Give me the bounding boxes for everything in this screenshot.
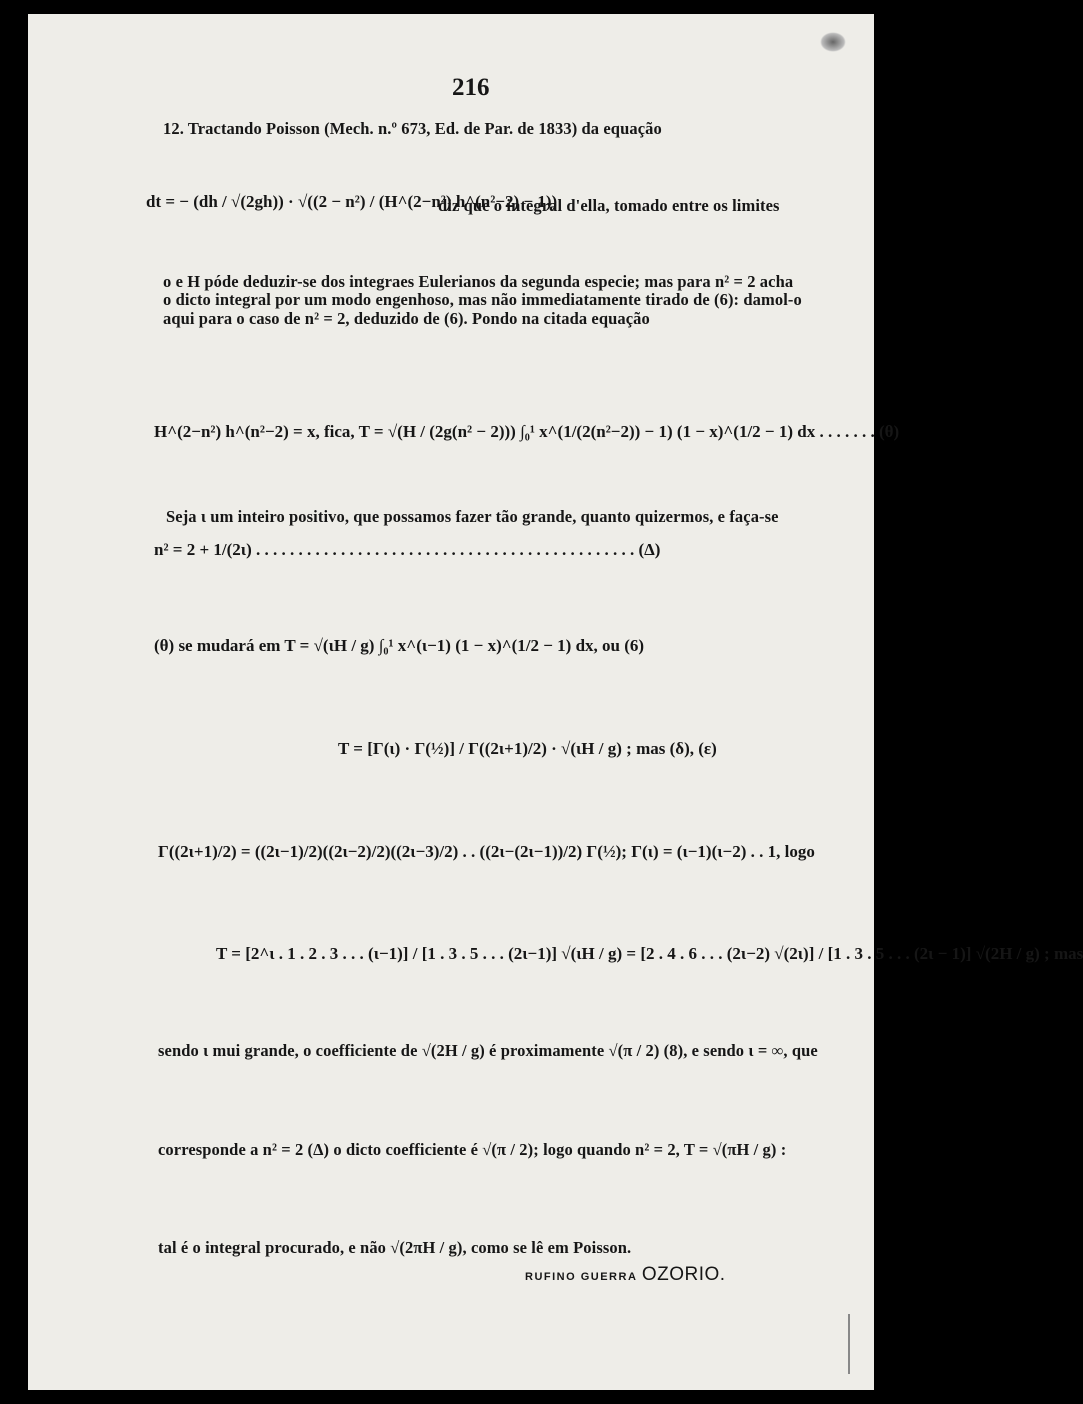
- equation-delta: n² = 2 + 1/(2ι) . . . . . . . . . . . . . . . . . . . . . . . . . . . . . . . . . . . . . . . . . . . . . (Δ): [154, 540, 661, 559]
- author-signature: [525, 1264, 726, 1286]
- text-line: diz que o integral d'ella, tomado entre os limites: [438, 196, 780, 215]
- margin-line: [848, 1314, 850, 1374]
- document-page: [28, 14, 1083, 1390]
- corner-blemish: [820, 32, 846, 52]
- section-number: 12.: [163, 119, 184, 138]
- page-number: 216: [452, 74, 490, 101]
- section-heading-line: [163, 119, 662, 139]
- equation-T-product: T = [2^ι . 1 . 2 . 3 . . . (ι−1)] / [1 . 3 . 5 . . . (2ι−1)] √(ιH / g) = [2 . 4 . 6 . . . (2ι−2) √(2ι)] / [1 . 3 . 5 . . . (2ι − 1)] √(2H / g) ; mas: [216, 944, 1083, 963]
- text-line: corresponde a n² = 2 (Δ) o dicto coefficiente é √(π / 2); logo quando n² = 2, T = √(πH / g) :: [158, 1140, 787, 1159]
- equation-gamma-ratio: T = [Γ(ι) · Γ(½)] / Γ((2ι+1)/2) · √(ιH / g) ; mas (δ), (ε): [338, 739, 717, 758]
- text-line: aqui para o caso de n² = 2, deduzido de (6). Pondo na citada equação: [163, 309, 650, 328]
- equation-theta-change: (θ) se mudará em T = √(ιH / g) ∫₀¹ x^(ι−1) (1 − x)^(1/2 − 1) dx, ou (6): [154, 636, 645, 655]
- equation-dt: dt = − (dh / √(2gh)) · √((2 − n²) / (H^(2−n²) h^(n²−2) − 1)): [146, 192, 558, 211]
- section-heading-text: Tractando Poisson (Mech. n.º 673, Ed. de Par. de 1833) da equação: [187, 119, 662, 138]
- text-line: Seja ι um inteiro positivo, que possamos fazer tão grande, quanto quizermos, e faça-se: [166, 507, 779, 526]
- text-line: o dicto integral por um modo engenhoso, mas não immediatamente tirado de (6): damol-o: [163, 290, 802, 309]
- equation-theta: H^(2−n²) h^(n²−2) = x, fica, T = √(H / (2g(n² − 2))) ∫₀¹ x^(1/(2(n²−2)) − 1) (1 − x)^(1/2 − 1) dx . . . . . . . (θ): [154, 422, 900, 441]
- equation-gamma-product: Γ((2ι+1)/2) = ((2ι−1)/2)((2ι−2)/2)((2ι−3)/2) . . ((2ι−(2ι−1))/2) Γ(½); Γ(ι) = (ι−1)(ι−2) . . 1, logo: [158, 842, 815, 861]
- text-line: o e H póde deduzir-se dos integraes Eulerianos da segunda especie; mas para n² = 2 acha: [163, 272, 794, 291]
- author-surname: OZORIO.: [641, 1264, 726, 1285]
- author-first-names: RUFINO GUERRA: [525, 1271, 638, 1283]
- text-line: tal é o integral procurado, e não √(2πH / g), como se lê em Poisson.: [158, 1238, 632, 1257]
- text-line: sendo ι mui grande, o coefficiente de √(2H / g) é proximamente √(π / 2) (8), e sendo ι = ∞, que: [158, 1041, 818, 1060]
